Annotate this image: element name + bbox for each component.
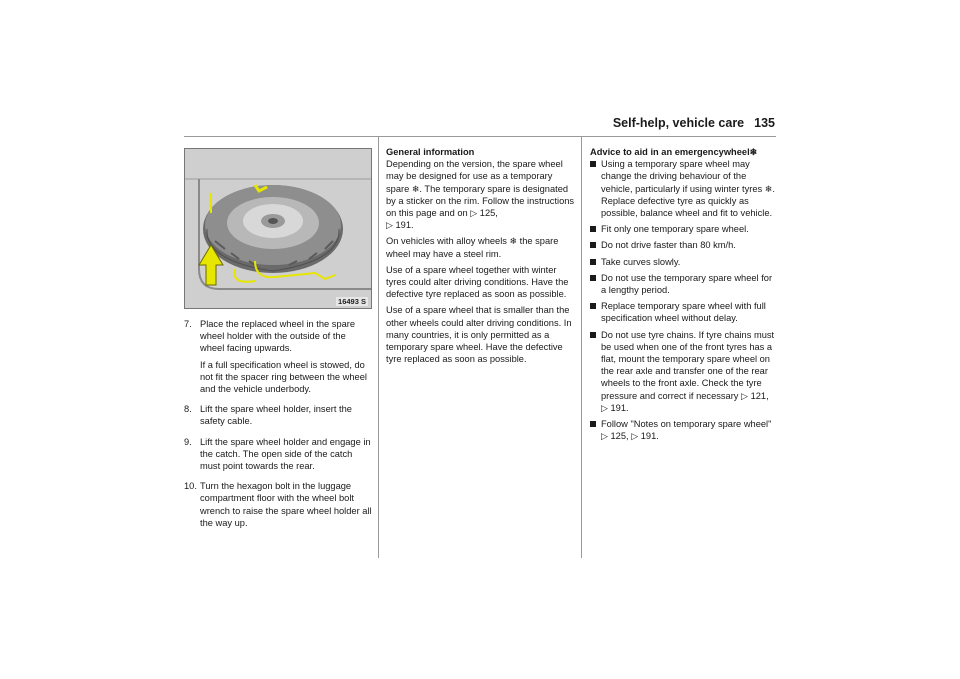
page-reference-icon: ▷ xyxy=(741,390,748,401)
text-fragment: Do not use tyre chains. If tyre chains must be used when one of the front tyres has a flat, mount the temporary spare wheel on the rear axle and transfer one of the rear wheels to the front axle. Check the tyre pressure and correct if necessary xyxy=(601,329,775,401)
page-reference[interactable]: 191. xyxy=(610,402,629,413)
step-number: 7. xyxy=(184,319,192,329)
step-text: Place the replaced wheel in the spare wheel holder with the outside of the wheel facing upwards. xyxy=(200,319,356,354)
advice-item xyxy=(590,300,778,324)
advice-text: Do not drive faster than 80 km/h. xyxy=(601,240,736,251)
page-reference-icon: ▷ xyxy=(631,431,639,442)
bullet-square-icon xyxy=(590,332,596,338)
bullet-square-icon xyxy=(590,303,596,309)
advice-heading xyxy=(590,146,778,158)
text-fragment: On vehicles with alloy wheels xyxy=(386,236,510,247)
step-item xyxy=(184,436,372,477)
step-text: If a full specification wheel is stowed, do not fit the spacer ring between the wheel and the vehicle underbody. xyxy=(200,359,367,395)
step-number: 8. xyxy=(184,404,192,415)
advice-item xyxy=(590,223,778,235)
spare-wheel-figure xyxy=(184,148,372,309)
page-header xyxy=(600,116,775,130)
page-reference-icon: ▷ xyxy=(601,402,608,413)
advice-item xyxy=(590,329,778,414)
header-rule xyxy=(184,136,776,137)
bullet-square-icon xyxy=(590,226,596,232)
section-title: Self-help, vehicle care xyxy=(612,116,745,130)
snowflake-icon: ❄ xyxy=(764,183,773,194)
advice-text: Do not use the temporary spare wheel for a lengthy period. xyxy=(601,272,773,296)
step-text: Lift the spare wheel holder, insert the safety cable. xyxy=(200,404,352,427)
step-text: Turn the hexagon bolt in the luggage compartment floor with the wheel bolt wrench to raise the spare wheel holder all the way up. xyxy=(200,481,372,528)
bullet-square-icon xyxy=(590,275,596,281)
advice-item xyxy=(590,158,778,219)
advice-text: Replace temporary spare wheel with full specification wheel without delay. xyxy=(601,301,766,324)
advice-column xyxy=(590,146,778,446)
page-reference-icon: ▷ xyxy=(470,208,478,219)
figure-number: 16493 S xyxy=(338,297,366,306)
general-paragraph xyxy=(386,158,576,231)
column-divider xyxy=(581,137,582,558)
bullet-square-icon xyxy=(590,259,596,265)
page-reference-icon: ▷ xyxy=(386,220,393,231)
spare-wheel-illustration xyxy=(185,149,371,308)
advice-text: Take curves slowly. xyxy=(601,256,681,267)
steps-column xyxy=(184,318,372,537)
bullet-square-icon xyxy=(590,242,596,248)
page-reference-icon: ▷ xyxy=(601,431,608,442)
advice-heading-text: Advice to aid in an emergencywheel xyxy=(590,147,750,157)
snowflake-icon: ❄ xyxy=(509,236,518,247)
advice-text: Fit only one temporary spare wheel. xyxy=(601,224,749,235)
step-text: Lift the spare wheel holder and engage in the catch. The open side of the catch must point towards the rear. xyxy=(200,436,371,472)
page-number: 135 xyxy=(754,116,775,130)
page-reference[interactable]: 191. xyxy=(395,220,414,231)
page-reference[interactable]: 121, xyxy=(750,390,769,401)
snowflake-icon: ❄ xyxy=(411,183,420,194)
general-paragraph: Use of a spare wheel that is smaller than the other wheels could alter driving conditions. In many countries, it is only permitted as a temporary spare wheel. Have the defective tyre replaced as soon as possible. xyxy=(386,305,572,365)
text-fragment: . The temporary spare is designated by a sticker on the rim. Follow the instructions on this page and on xyxy=(386,183,575,219)
bullet-square-icon xyxy=(590,421,596,427)
advice-item xyxy=(590,256,778,268)
text-fragment: Using a temporary spare wheel may change the driving behaviour of the vehicle, particularly if using winter tyres xyxy=(601,159,765,194)
step-number: 10. xyxy=(184,481,197,492)
general-heading: General information xyxy=(386,147,475,157)
general-paragraph xyxy=(386,235,576,259)
bullet-square-icon xyxy=(590,161,596,167)
text-fragment: the spare wheel may have a steel rim. xyxy=(386,236,559,259)
snowflake-icon: ❄ xyxy=(749,147,758,157)
advice-item xyxy=(590,239,778,251)
step-item xyxy=(184,480,372,533)
step-number: 9. xyxy=(184,436,192,447)
page-reference[interactable]: 125, xyxy=(479,208,498,219)
general-information-column xyxy=(386,146,576,369)
advice-item xyxy=(590,418,778,442)
text-fragment: Depending on the version, the spare wheel may be designed for use as a temporary spare xyxy=(386,159,563,194)
column-divider xyxy=(378,137,379,558)
text-fragment: . Replace defective tyre as quickly as possible, balance wheel and fit to vehicle. xyxy=(601,183,775,219)
general-paragraph: Use of a spare wheel together with winter tyres could alter driving conditions. Have the defective tyre replaced as soon as possible. xyxy=(386,264,569,300)
page-reference[interactable]: 125, xyxy=(610,431,629,442)
advice-item xyxy=(590,272,778,296)
text-fragment: Follow "Notes on temporary spare wheel" xyxy=(601,419,772,430)
page-reference[interactable]: 191. xyxy=(640,431,659,442)
step-item xyxy=(184,318,372,399)
step-item xyxy=(184,403,372,431)
